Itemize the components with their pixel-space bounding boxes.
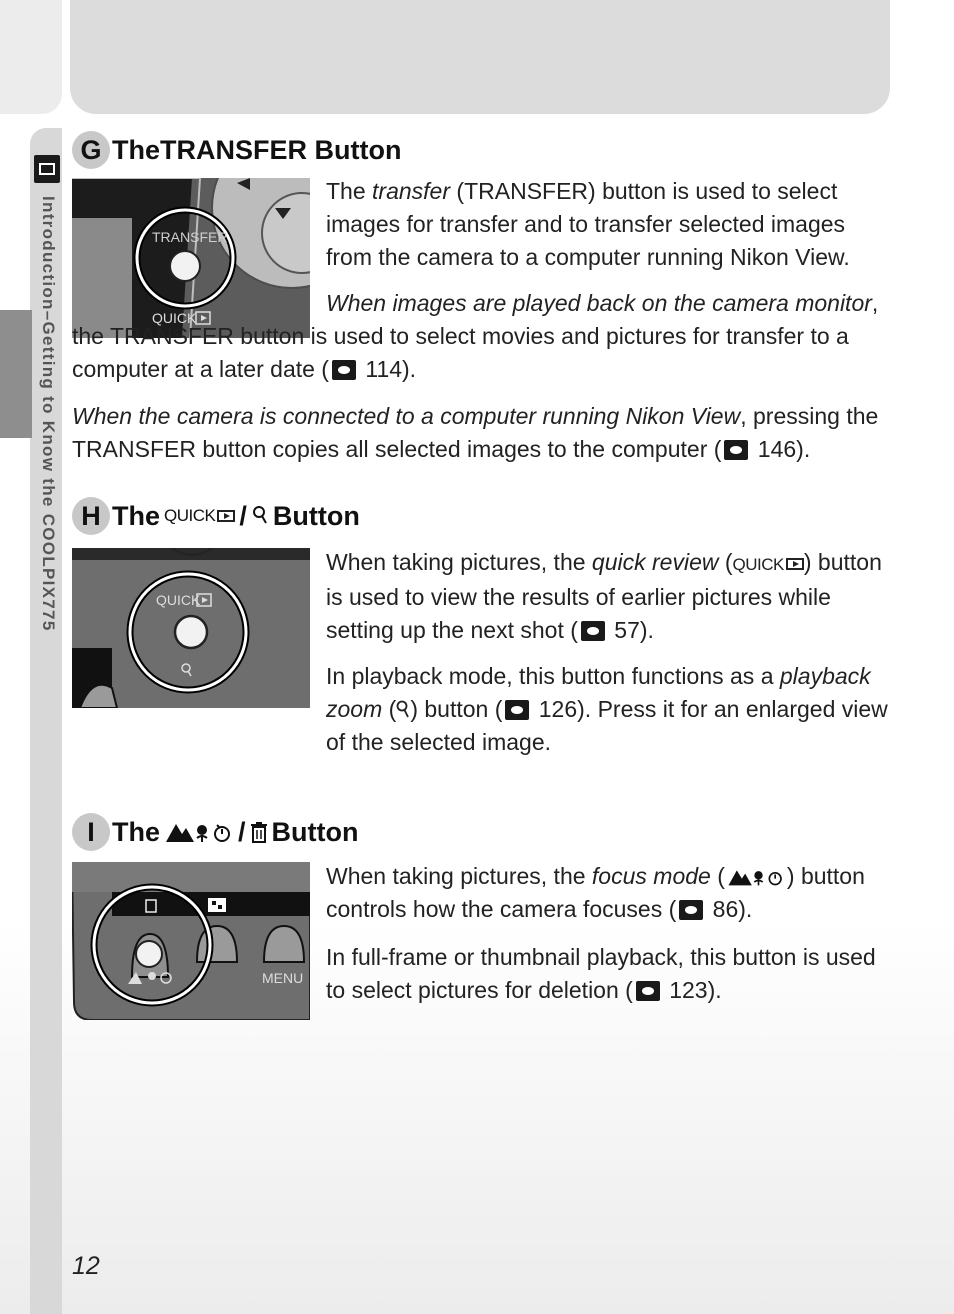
section-i-heading [72, 812, 359, 852]
heading-prefix: The [112, 501, 161, 531]
photo-quick-label: QUICK [156, 592, 201, 608]
section-g-paragraph-3: When the camera is connected to a computer running Nikon View, pressing the TRANSFER button copies all selected images to the computer ( 146). [72, 403, 879, 462]
zoom-icon [251, 505, 269, 527]
reference-icon [581, 621, 605, 641]
section-i-paragraph-2: In full-frame or thumbnail playback, this button is used to select pictures for deletion ( 123). [326, 944, 876, 1003]
top-left-tab [0, 0, 62, 114]
reference-icon [636, 981, 660, 1001]
reference-icon [679, 900, 703, 920]
focus-mode-icon [164, 820, 234, 844]
play-icon [786, 558, 804, 570]
quick-review-icon: QUICK [732, 555, 784, 574]
quick-button-photo [72, 548, 310, 708]
heading-slash: / [238, 817, 246, 847]
photo-menu-label: MENU [262, 970, 304, 986]
section-letter: G [72, 131, 110, 169]
section-letter: H [72, 497, 110, 535]
heading-suffix: Button [272, 501, 360, 531]
reference-icon [505, 700, 529, 720]
section-i-paragraph-1: When taking pictures, the focus mode ( ) button controls how the camera focuses ( 86). [326, 863, 865, 922]
section-letter: I [72, 813, 110, 851]
heading-prefix: The [112, 135, 161, 165]
section-h-paragraph-1: When taking pictures, the quick review (QUICK ) button is used to view the results of earlier pictures while setting up the next shot ( 57). [326, 549, 882, 643]
chapter-label: Introduction–Getting to Know the COOLPIX775 [39, 196, 58, 632]
focus-button-photo [72, 862, 310, 1020]
heading-prefix: The [112, 817, 161, 847]
heading-suffix: Button [271, 817, 359, 847]
focus-mode-icon [725, 867, 787, 887]
zoom-icon [396, 700, 410, 720]
reference-icon [724, 440, 748, 460]
section-h-heading [72, 496, 360, 536]
section-h-paragraph-2: In playback mode, this button functions as a playback zoom ( ) button ( 126). Press it for an enlarged view of the selected image. [326, 663, 888, 755]
heading-title: TRANSFER Button [160, 135, 402, 165]
reference-icon [332, 360, 356, 380]
trash-icon [250, 821, 268, 843]
quick-review-icon: QUICK [164, 496, 235, 536]
section-g-paragraph-2: When images are played back on the camera monitor, the TRANSFER button is used to select movies and pictures for transfer to a computer at a later date ( 114). [72, 290, 879, 382]
section-g-paragraph-1: The transfer (TRANSFER) button is used to select images for transfer and to transfer selected images from the camera to a computer running Nikon View. [326, 178, 850, 270]
side-tab-marker [0, 310, 32, 438]
photo-transfer-label: TRANSFER [152, 229, 228, 245]
section-g-heading [72, 130, 401, 170]
camera-icon [34, 155, 60, 183]
page-header-bar [70, 0, 890, 114]
photo-quick-label: QUICK [152, 310, 197, 326]
page-number: 12 [72, 1252, 100, 1280]
heading-slash: / [239, 501, 247, 531]
